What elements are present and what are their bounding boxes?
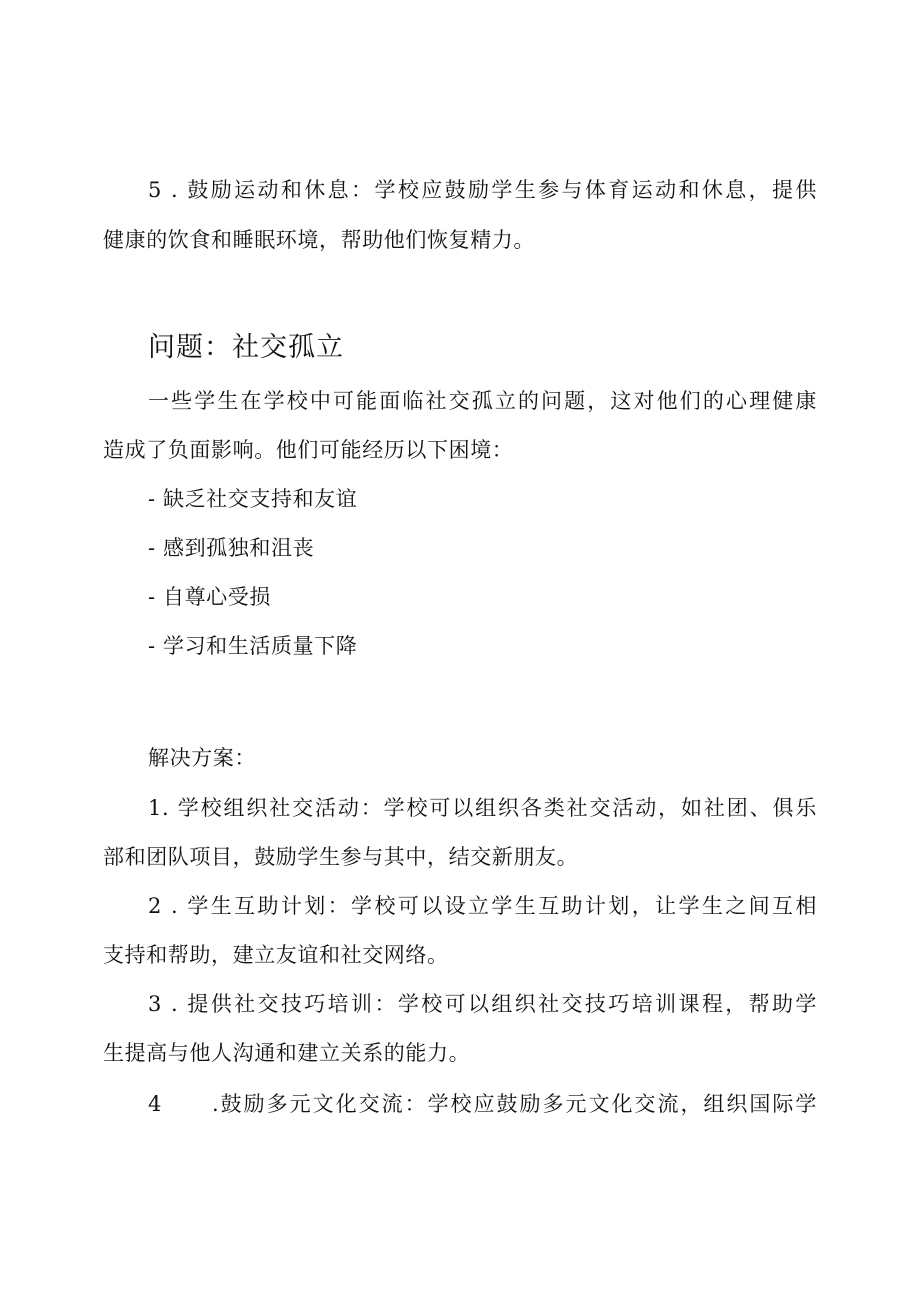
bullet-item: - 感到孤独和沮丧 — [148, 536, 315, 560]
solution-4-text: .鼓励多元文化交流：学校应鼓励多元文化交流，组织国际学 — [212, 1092, 817, 1116]
item5-line2: 健康的饮食和睡眠环境，帮助他们恢复精力。 — [103, 228, 535, 252]
bullet-item: - 自尊心受损 — [148, 585, 271, 609]
section-heading: 问题：社交孤立 — [148, 332, 344, 363]
solution-1-line1: 1. 学校组织社交活动：学校可以组织各类社交活动，如社团、俱乐 — [148, 796, 817, 820]
solution-3-line1: 3 . 提供社交技巧培训：学校可以组织社交技巧培训课程，帮助学 — [148, 992, 817, 1016]
solution-2-line1: 2 . 学生互助计划：学校可以设立学生互助计划，让学生之间互相 — [148, 894, 817, 918]
section-paragraph-line2: 造成了负面影响。他们可能经历以下困境： — [103, 438, 514, 462]
solution-4-line1 — [148, 1089, 817, 1119]
solutions-label: 解决方案： — [148, 746, 256, 770]
solution-2-line2: 支持和帮助，建立友谊和社交网络。 — [103, 943, 449, 967]
item5-line1: 5 . 鼓励运动和休息：学校应鼓励学生参与体育运动和休息，提供 — [148, 178, 817, 202]
solution-3-line2: 生提高与他人沟通和建立关系的能力。 — [103, 1041, 471, 1065]
section-paragraph-line1: 一些学生在学校中可能面临社交孤立的问题，这对他们的心理健康 — [148, 389, 817, 413]
bullet-item: - 学习和生活质量下降 — [148, 634, 358, 658]
bullet-item: - 缺乏社交支持和友谊 — [148, 487, 358, 511]
solution-1-line2: 部和团队项目，鼓励学生参与其中，结交新朋友。 — [103, 845, 579, 869]
solution-4-number: 4 — [148, 1092, 162, 1116]
